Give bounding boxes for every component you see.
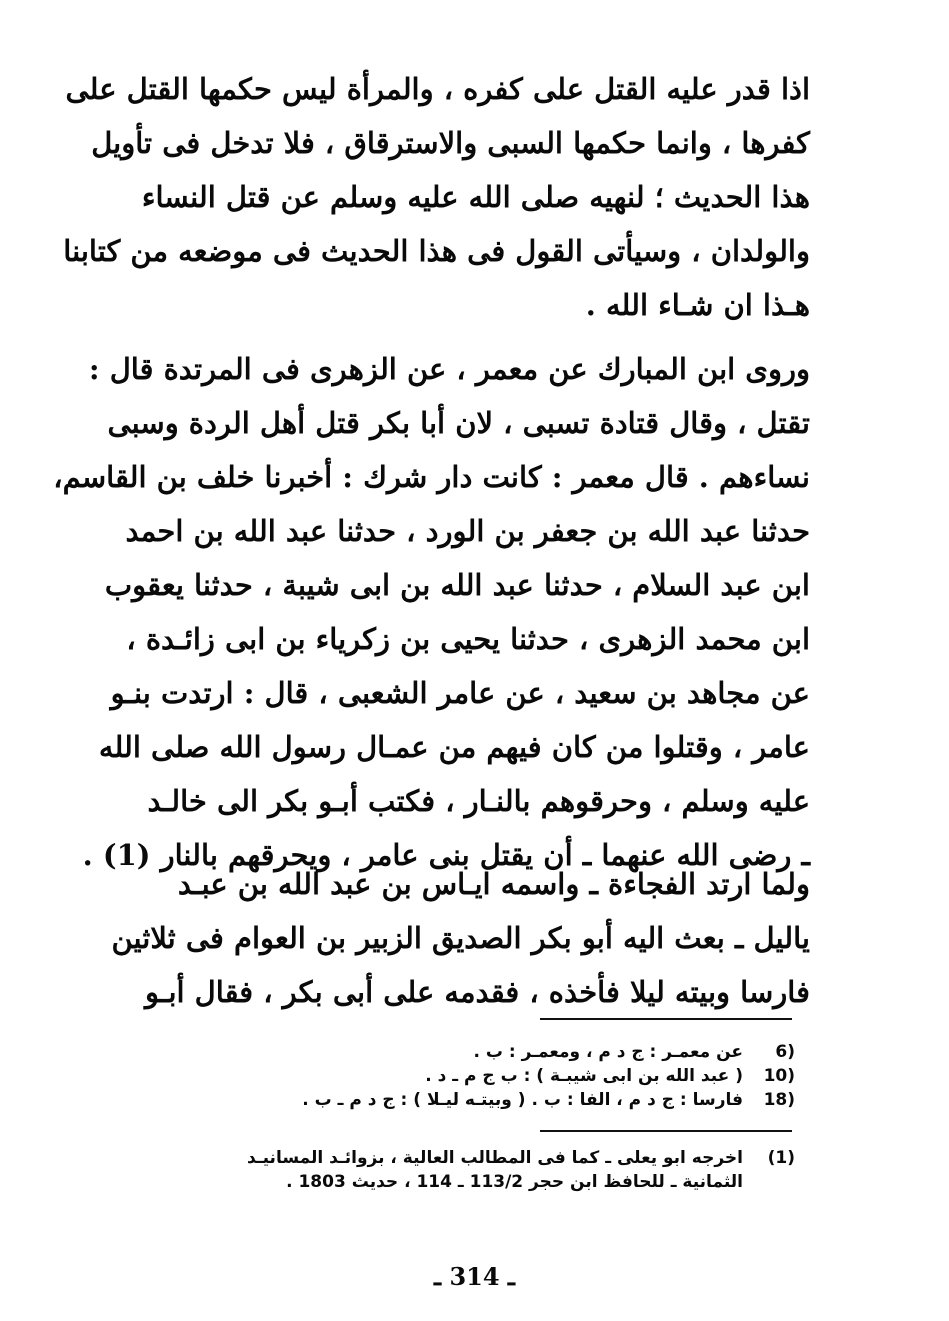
text-line: هـذا ان شـاء الله . (585, 288, 810, 322)
text-line: كفرها ، وانما حكمها السبى والاسترقاق ، فلا تدخل فى تأويل (91, 126, 810, 160)
variant-note (140, 1064, 795, 1088)
page-number: ـ 314 ـ (434, 1262, 515, 1291)
text-line: ابن محمد الزهرى ، حدثنا يحيى بن زكرياء بن ابى زائـدة ، (126, 622, 810, 656)
text-line: ـ رضى الله عنهما ـ أن يقتل بنى عامر ، ويحرقهم بالنار (1) . (82, 838, 810, 872)
variant-text: عن معمـر : ج د م ، ومعمـر : ب . (473, 1042, 743, 1062)
footnote-text: اخرجه ابو يعلى ـ كما فى المطالب العالية ، بزوائـد المسانيـد (246, 1148, 743, 1168)
text-line: ابن عبد السلام ، حدثنا عبد الله بن ابى شيبة ، حدثنا يعقوب (104, 568, 810, 602)
text-line: نساءهم . قال معمر : كانت دار شرك : أخبرنا خلف بن القاسم، (53, 460, 810, 494)
text-line: ياليل ـ بعث اليه أبو بكر الصديق الزبير بن العوام فى ثلاثين (111, 921, 810, 955)
text-line: اذا قدر عليه القتل على كفره ، والمرأة ليس حكمها القتل على (65, 72, 810, 106)
paragraph-1 (63, 62, 810, 332)
text-line: والولدان ، وسيأتى القول فى هذا الحديث فى موضعه من كتابنا (63, 234, 810, 268)
footnote-text: الثمانية ـ للحافظ ابن حجر 113/2 ـ 114 ، حديث 1803 . (286, 1172, 743, 1192)
footnote-number: (1) (767, 1148, 795, 1168)
variant-text: فارسا : ج د م ، الفا : ب . ( وبيتـه ليـلا ) : ج د م ـ ب . (302, 1090, 743, 1110)
variant-text: ( عبد الله بن ابى شيبـة ) : ب ج م ـ د . (425, 1066, 743, 1086)
variant-notes (140, 1040, 795, 1112)
footnotes-divider (540, 1130, 792, 1132)
footnote-continuation (140, 1170, 795, 1194)
variant-note (140, 1040, 795, 1064)
text-line: هذا الحديث ؛ لنهيه صلى الله عليه وسلم عن قتل النساء (141, 180, 810, 214)
paragraph-2 (53, 342, 810, 882)
paragraph-3 (111, 857, 810, 1019)
text-line: فارسا وبيته ليلا فأخذه ، فقدمه على أبى بكر ، فقال أبـو (144, 975, 810, 1009)
text-line: وروى ابن المبارك عن معمر ، عن الزهرى فى المرتدة قال : (88, 352, 810, 386)
variants-divider (540, 1018, 792, 1020)
variant-note (140, 1088, 795, 1112)
line-reference: 10) (763, 1066, 795, 1086)
text-line: عليه وسلم ، وحرقوهم بالنـار ، فكتب أبـو بكر الى خالـد (147, 784, 810, 818)
text-line: تقتل ، وقال قتادة تسبى ، لان أبا بكر قتل أهل الردة وسبى (107, 406, 810, 440)
line-reference: 6) (775, 1042, 795, 1062)
footnotes (140, 1146, 795, 1194)
text-line: حدثنا عبد الله بن جعفر بن الورد ، حدثنا عبد الله بن احمد (125, 514, 810, 548)
line-reference: 18) (763, 1090, 795, 1110)
text-line: عن مجاهد بن سعيد ، عن عامر الشعبى ، قال : ارتدت بنـو (110, 676, 810, 710)
text-line: عامر ، وقتلوا من كان فيهم من عمـال رسول الله صلى الله (98, 730, 810, 764)
text-line: ولما ارتد الفجاءة ـ واسمه ايـاس بن عبد الله بن عبـد (177, 867, 810, 901)
footnote (140, 1146, 795, 1170)
